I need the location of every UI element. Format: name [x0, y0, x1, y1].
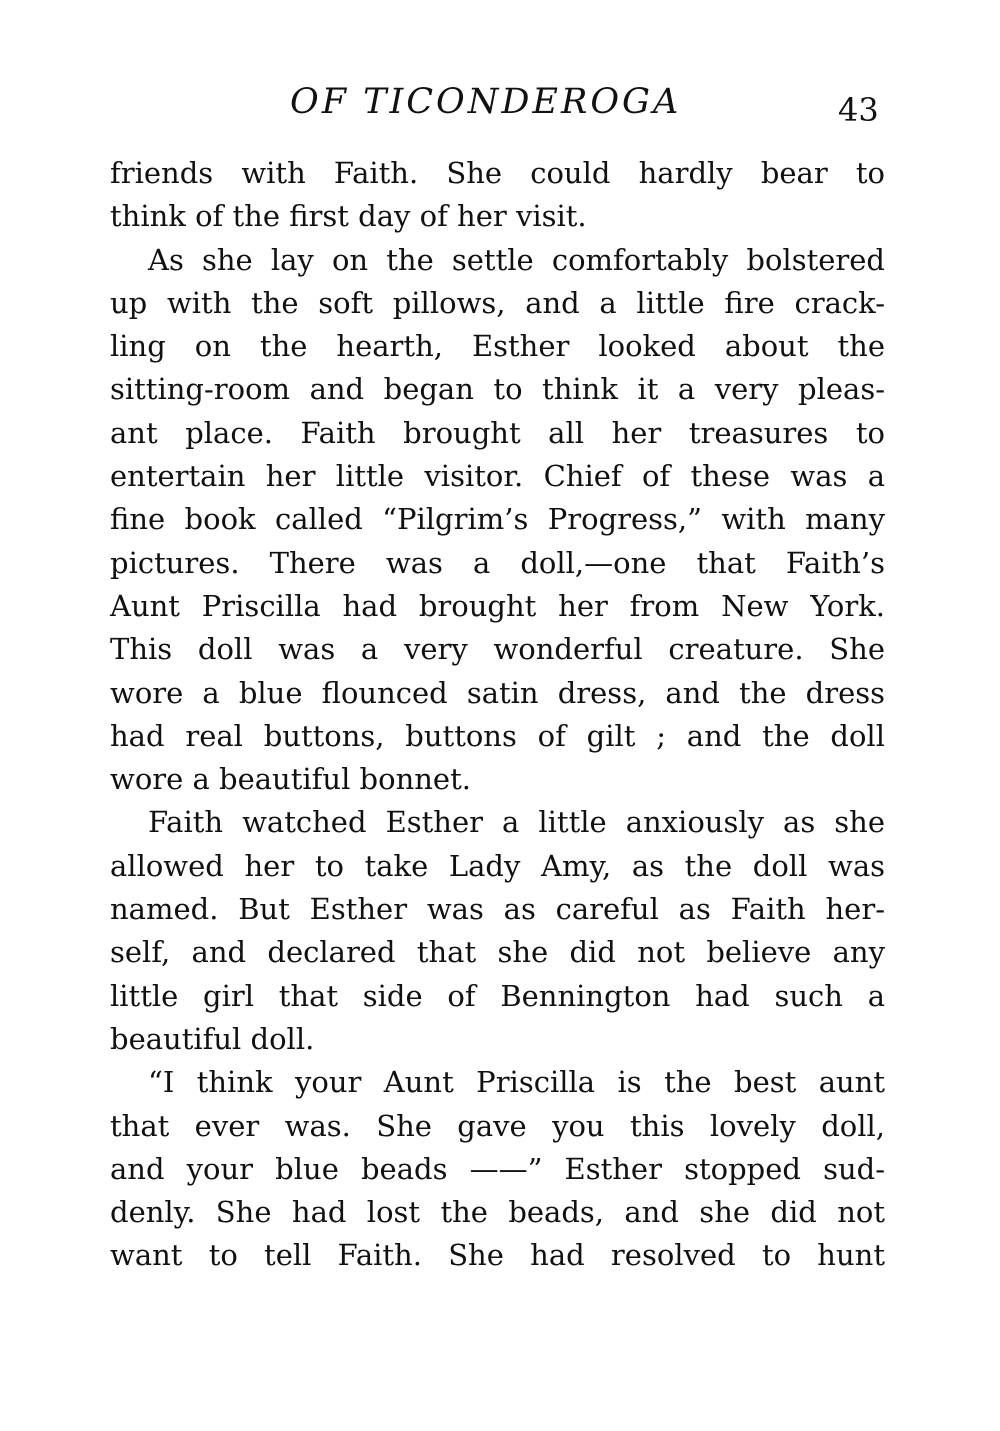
text-line: denly. She had lost the beads, and she did not — [110, 1195, 885, 1230]
text-line: allowed her to take Lady Amy, as the doll was — [110, 848, 885, 883]
text-line: and your blue beads ——” Esther stopped sud- — [110, 1151, 885, 1186]
text-line: “I think your Aunt Priscilla is the best aunt — [148, 1065, 885, 1100]
text-line: up with the soft pillows, and a little fire crack- — [110, 285, 885, 320]
text-line: think of the first day of her visit. — [110, 199, 587, 234]
text-line: As she lay on the settle comfortably bolstered — [148, 242, 885, 277]
text-line: wore a beautiful bonnet. — [110, 762, 471, 797]
text-line: entertain her little visitor. Chief of these was a — [110, 459, 885, 494]
paragraph — [110, 1061, 885, 1277]
paragraph — [110, 152, 885, 239]
text-line: want to tell Faith. She had resolved to hunt — [110, 1238, 885, 1273]
text-line: This doll was a very wonderful creature. She — [110, 632, 885, 667]
text-line: ling on the hearth, Esther looked about the — [110, 329, 885, 364]
text-line: little girl that side of Bennington had such a — [110, 978, 885, 1013]
text-line: had real buttons, buttons of gilt ; and the doll — [110, 718, 885, 753]
text-line: beautiful doll. — [110, 1021, 315, 1056]
running-head: OF TICONDEROGA — [290, 82, 682, 122]
text-line: named. But Esther was as careful as Faith her- — [110, 892, 885, 927]
page-number: 43 — [838, 91, 879, 129]
paragraph — [110, 801, 885, 1061]
text-line: sitting-room and began to think it a very pleas- — [110, 372, 885, 407]
paragraph — [110, 239, 885, 802]
text-line: wore a blue flounced satin dress, and the dress — [110, 675, 885, 710]
body-text — [110, 152, 885, 1278]
text-line: friends with Faith. She could hardly bear to — [110, 156, 885, 190]
text-line: Faith watched Esther a little anxiously as she — [148, 805, 885, 840]
text-line: ant place. Faith brought all her treasures to — [110, 415, 885, 450]
text-line: that ever was. She gave you this lovely doll, — [110, 1108, 885, 1143]
text-line: Aunt Priscilla had brought her from New York. — [110, 588, 885, 623]
text-line: pictures. There was a doll,—one that Faith’s — [110, 545, 885, 580]
text-line: self, and declared that she did not believe any — [110, 935, 885, 970]
text-line: fine book called “Pilgrim’s Progress,” with many — [110, 502, 885, 537]
